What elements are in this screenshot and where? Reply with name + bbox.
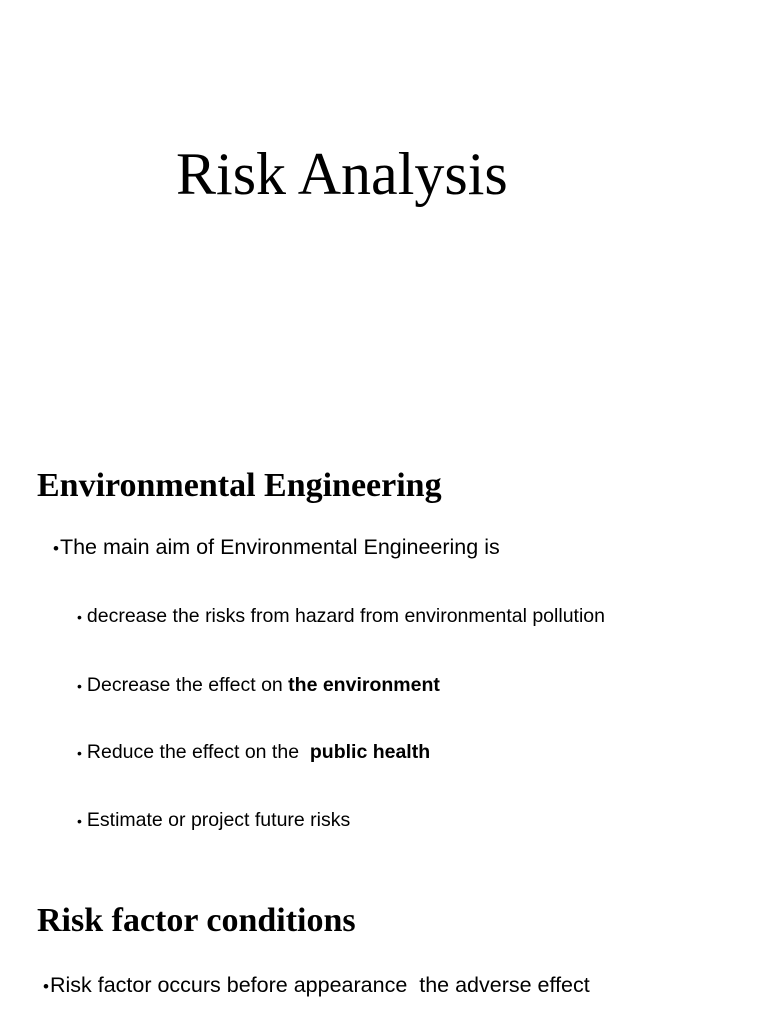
bullet-icon: • xyxy=(43,977,49,996)
bullet-emphasis-text: the environment xyxy=(288,674,440,696)
bullet-item-main-aim xyxy=(53,533,500,563)
bullet-text: Estimate or project future risks xyxy=(86,809,351,831)
bullet-text: Reduce the effect on the xyxy=(86,741,310,763)
sub-bullet-item-decrease-effect-environment xyxy=(77,672,440,699)
bullet-icon: • xyxy=(77,745,82,761)
bullet-icon: • xyxy=(77,678,82,694)
section-heading-environmental-engineering: Environmental Engineering xyxy=(37,467,442,504)
bullet-text: The main aim of Environmental Engineering is xyxy=(59,535,500,559)
bullet-icon: • xyxy=(77,609,82,625)
bullet-icon: • xyxy=(53,539,59,558)
sub-bullet-item-decrease-risks xyxy=(77,603,605,630)
bullet-text: Risk factor occurs before appearance the adverse effect xyxy=(49,973,590,997)
page-title: Risk Analysis xyxy=(176,141,508,207)
section-heading-risk-factor-conditions: Risk factor conditions xyxy=(37,902,356,939)
bullet-text: Decrease the effect on xyxy=(86,674,289,696)
bullet-icon: • xyxy=(77,813,82,829)
bullet-item-risk-factor-occurs xyxy=(43,971,590,1001)
sub-bullet-item-estimate-future-risks xyxy=(77,807,350,834)
bullet-emphasis-text: public health xyxy=(309,741,431,763)
sub-bullet-item-reduce-effect-public-health xyxy=(77,739,430,766)
bullet-text: decrease the risks from hazard from environmental pollution xyxy=(86,605,605,627)
